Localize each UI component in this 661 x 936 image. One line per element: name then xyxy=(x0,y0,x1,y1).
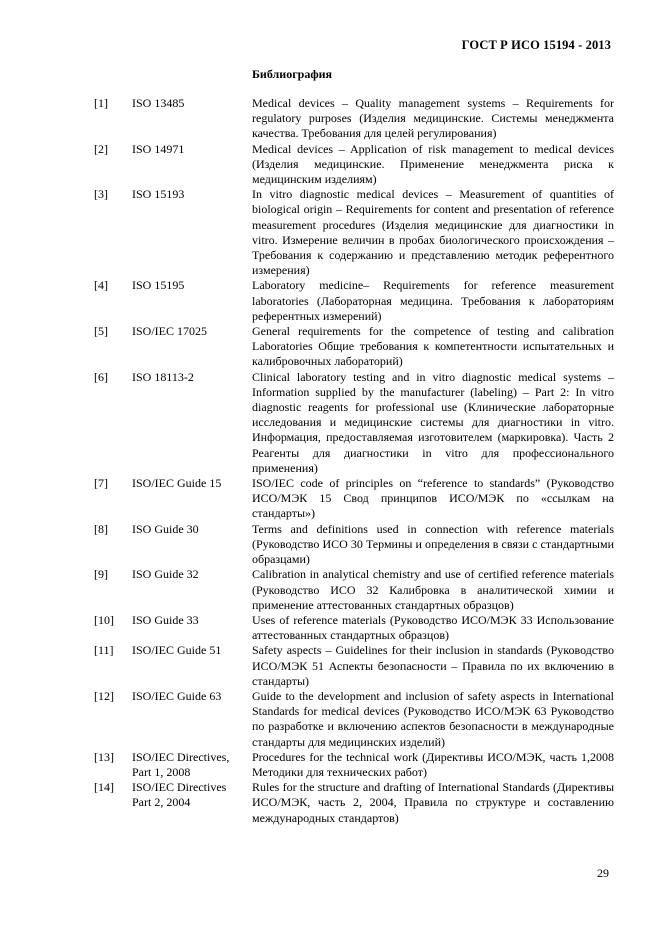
entry-standard: ISO/IEC 17025 xyxy=(132,324,207,339)
entry-number: [6] xyxy=(94,369,108,384)
entry-description: Medical devices – Application of risk management to medical devices (Изделия медицинские. Применение менеджмента риска к медицинским изделиям) xyxy=(252,141,614,187)
entry-number: [11] xyxy=(94,643,114,658)
entry-standard: ISO 18113-2 xyxy=(132,369,194,384)
bibliography-title: Библиография xyxy=(252,67,333,81)
entry-number: [7] xyxy=(94,476,108,491)
entry-number: [14] xyxy=(94,780,114,795)
entry-standard: ISO 15193 xyxy=(132,187,185,202)
entry-description: Laboratory medicine– Requirements for reference measurement laboratories (Лабораторная медицина. Требования к лабораториям референтных измерений) xyxy=(252,278,614,323)
entry-number: [5] xyxy=(94,324,108,339)
entry-number: [2] xyxy=(94,141,108,156)
entry-standard: ISO 15195 xyxy=(132,278,185,293)
entry-description: Medical devices – Quality management systems – Requirements for regulatory purposes (Изделия медицинские. Системы менеджмента качества. Требования для целей регулирования) xyxy=(252,96,614,141)
entry-description: In vitro diagnostic medical devices – Measurement of quantities of biological origin – Requirements for content and presentation of reference measurement procedures (Изделия медицинские для диагностики in vitro. Измерение величин в пробах биологического происхождения – Требования к содержанию и представлению методик референтного измерения) xyxy=(252,187,614,278)
entry-description: Terms and definitions used in connection with reference materials (Руководство ИСО 30 Термины и определения в связи с стандартными образцами) xyxy=(252,521,614,567)
entry-standard: ISO/IEC Guide 63 xyxy=(132,688,222,703)
entry-standard: ISO/IEC Guide 51 xyxy=(132,643,222,658)
entry-description: Safety aspects – Guidelines for their inclusion in standards (Руководство ИСО/МЭК 51 Аспекты безопасности – Правила по их включению в стандарты) xyxy=(252,643,614,688)
bibliography-entry xyxy=(94,750,614,780)
bibliography-entry xyxy=(94,476,614,522)
bibliography-entry xyxy=(94,643,614,689)
entry-number: [12] xyxy=(94,688,114,703)
bibliography-entry xyxy=(94,370,614,476)
entry-description: Clinical laboratory testing and in vitro diagnostic medical systems – Information supplied by the manufacturer (labeling) – Part 2: In vitro diagnostic reagents for professional use (Клинические лабораторные исследования и медицинские системы для диагностики in vitro. Информация, предоставляемая изготовителем (маркировка). Часть 2 Реагенты для диагностики in vitro для профессионального применения) xyxy=(252,369,614,475)
page-number: 29 xyxy=(597,866,609,880)
entry-number: [8] xyxy=(94,521,108,536)
entry-description: General requirements for the competence of testing and calibration Laboratories Общие требования к компетентности испытательных и калибровочных лабораторий) xyxy=(252,324,614,369)
entry-number: [1] xyxy=(94,96,108,110)
entry-number: [4] xyxy=(94,278,108,293)
bibliography-entry xyxy=(94,689,614,750)
entry-standard: ISO/IEC Directives Part 2, 2004 xyxy=(132,780,227,810)
entry-description: Uses of reference materials (Руководство ИСО/МЭК 33 Использование аттестованных стандартных образцов) xyxy=(252,612,614,643)
entry-number: [10] xyxy=(94,612,114,627)
bibliography-entry xyxy=(94,187,614,278)
entry-standard: ISO Guide 32 xyxy=(132,567,199,582)
bibliography-entry xyxy=(94,324,614,370)
bibliography-entry xyxy=(94,142,614,188)
entry-number: [13] xyxy=(94,749,114,764)
entry-standard: ISO 14971 xyxy=(132,141,185,156)
bibliography-list xyxy=(94,96,614,826)
entry-description: Guide to the development and inclusion of safety aspects in International Standards for medical devices (Руководство ИСО/МЭК 63 Руководство по разработке и включению аспектов безопасности в международные стандарты для медицинских изделий) xyxy=(252,688,614,749)
entry-number: [3] xyxy=(94,187,108,202)
entry-number: [9] xyxy=(94,567,108,582)
document-code-header: ГОСТ Р ИСО 15194 - 2013 xyxy=(461,38,611,52)
bibliography-entry xyxy=(94,780,614,826)
entry-description: Procedures for the technical work (Директивы ИСО/МЭК, часть 1,2008 Методики для технических работ) xyxy=(252,749,614,779)
entry-standard: ISO Guide 30 xyxy=(132,521,199,536)
entry-standard: ISO/IEC Directives, Part 1, 2008 xyxy=(132,749,230,779)
entry-standard: ISO Guide 33 xyxy=(132,612,199,627)
entry-description: Rules for the structure and drafting of International Standards (Директивы ИСО/МЭК, часть 2, 2004, Правила по структуре и составлению международных стандартов) xyxy=(252,780,614,825)
bibliography-entry xyxy=(94,522,614,568)
entry-standard: ISO/IEC Guide 15 xyxy=(132,476,222,491)
bibliography-entry xyxy=(94,613,614,643)
bibliography-entry xyxy=(94,96,614,142)
entry-description: ISO/IEC code of principles on “reference to standards” (Руководство ИСО/МЭК 15 Свод принципов ИСО/МЭК по «ссылкам на стандарты») xyxy=(252,476,614,521)
bibliography-entry xyxy=(94,278,614,324)
entry-description: Calibration in analytical chemistry and use of certified reference materials (Руководство ИСО 32 Калибровка в аналитической химии и применение аттестованных стандартных образцов) xyxy=(252,567,614,612)
bibliography-entry xyxy=(94,567,614,613)
entry-standard: ISO 13485 xyxy=(132,96,185,110)
